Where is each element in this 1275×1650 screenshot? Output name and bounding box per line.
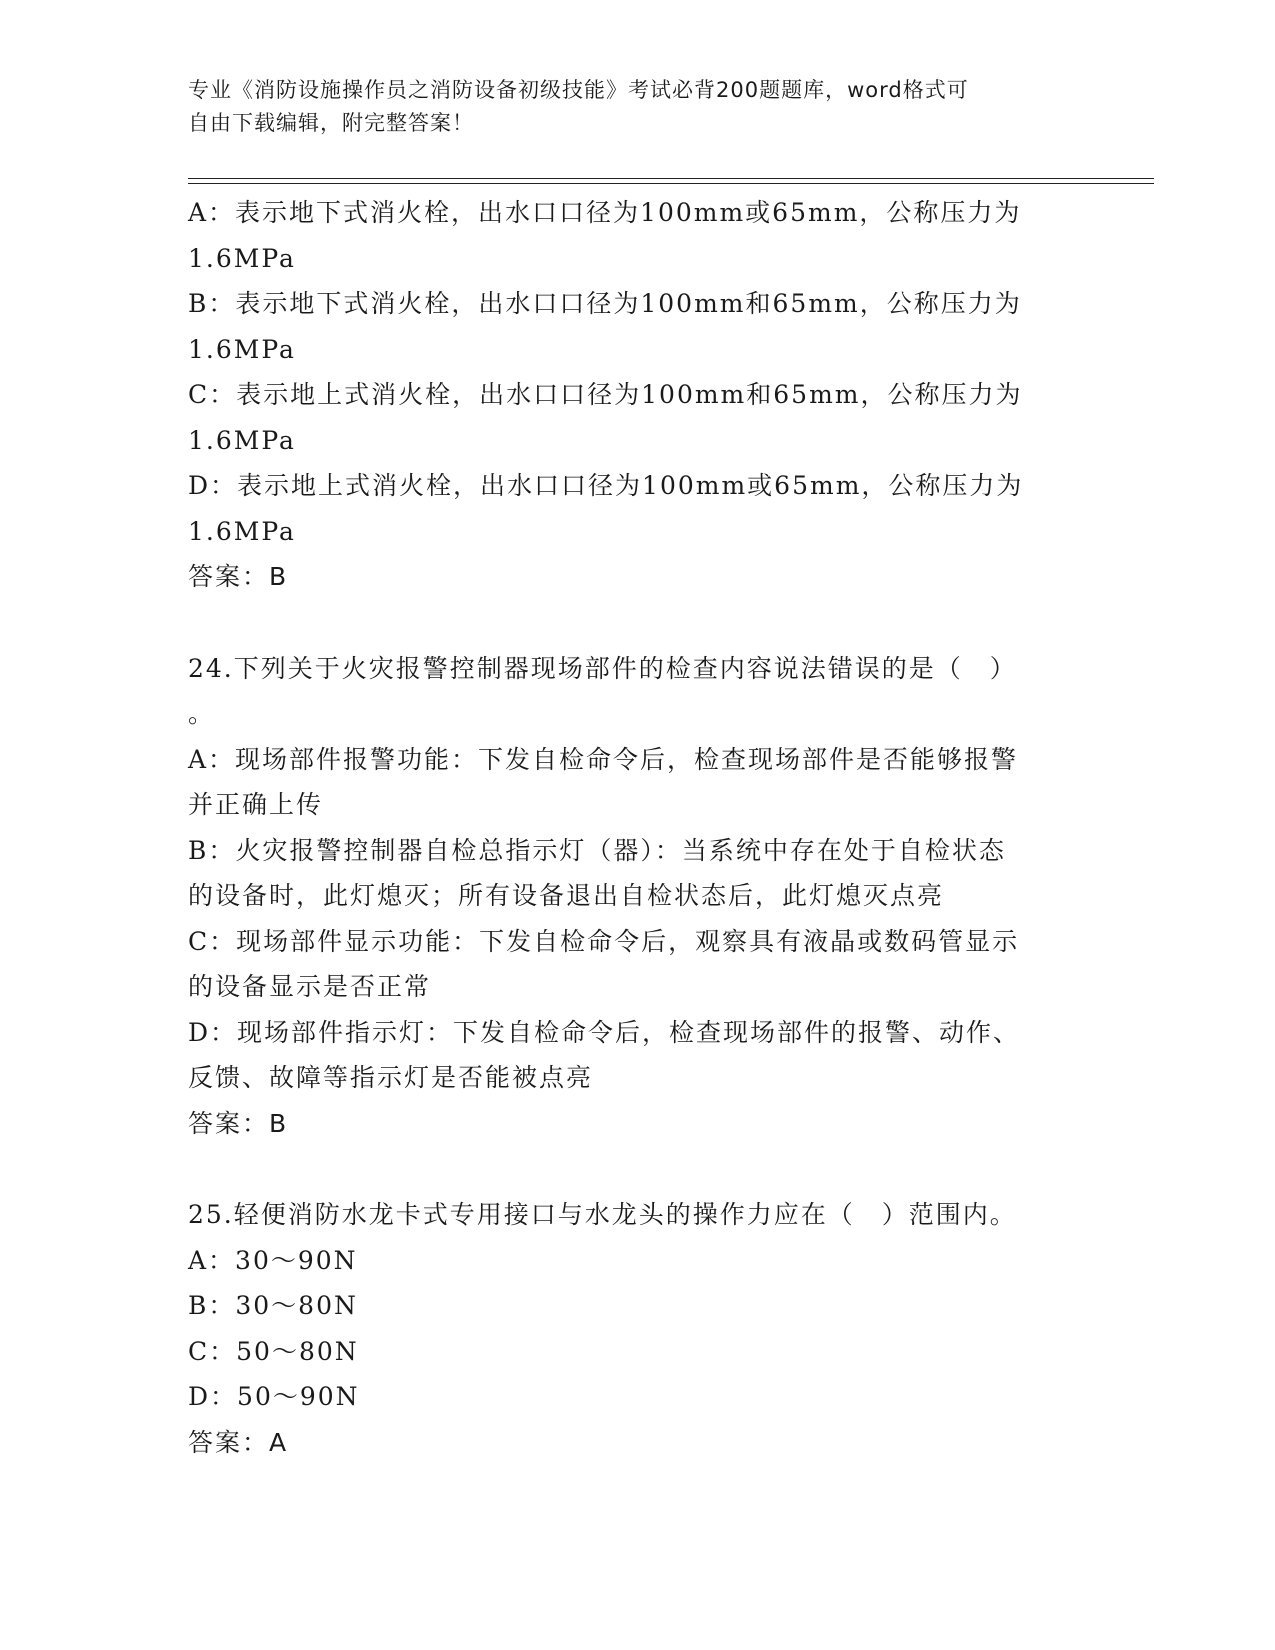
question-23 bbox=[188, 190, 1088, 600]
q25-option-d: D：50～90N bbox=[188, 1382, 360, 1411]
q24-stem: 24.下列关于火灾报警控制器现场部件的检查内容说法错误的是（ ） bbox=[188, 653, 1017, 683]
q23-answer: 答案：B bbox=[188, 562, 289, 591]
question-25 bbox=[188, 1192, 1088, 1465]
option-line: A：现场部件报警功能：下发自检命令后，检查现场部件是否能够报警 bbox=[188, 744, 1019, 774]
header-divider-bottom bbox=[188, 183, 1154, 184]
spacer bbox=[188, 1146, 1088, 1192]
q25-option-b: B：30～80N bbox=[188, 1291, 358, 1320]
option-line: 1.6MPa bbox=[188, 334, 296, 364]
document-body bbox=[188, 190, 1088, 1465]
option-line: 反馈、故障等指示灯是否能被点亮 bbox=[188, 1063, 594, 1092]
header-divider-top bbox=[188, 178, 1154, 179]
q25-option-a: A：30～90N bbox=[188, 1245, 358, 1275]
header-line-1: 专业《消防设施操作员之消防设备初级技能》考试必背200题题库，word格式可 bbox=[188, 78, 969, 102]
q24-option-c bbox=[188, 919, 1088, 1010]
option-line: B：火灾报警控制器自检总指示灯（器）：当系统中存在处于自检状态 bbox=[188, 835, 1006, 865]
option-line: 1.6MPa bbox=[188, 243, 296, 273]
q25-answer: 答案：A bbox=[188, 1427, 289, 1457]
q24-answer: 答案：B bbox=[188, 1108, 289, 1138]
option-line: A：表示地下式消火栓，出水口口径为100mm或65mm，公称压力为 bbox=[188, 198, 1022, 227]
q23-option-a bbox=[188, 190, 1088, 281]
q25-option-c: C：50～80N bbox=[188, 1336, 359, 1366]
q23-option-b bbox=[188, 281, 1088, 372]
spacer bbox=[188, 600, 1088, 646]
option-line: 并正确上传 bbox=[188, 790, 324, 819]
header-line-2: 自由下载编辑，附完整答案！ bbox=[188, 111, 474, 135]
q24-option-b bbox=[188, 828, 1088, 919]
q23-option-d bbox=[188, 463, 1088, 554]
option-line: C：现场部件显示功能：下发自检命令后，观察具有液晶或数码管显示 bbox=[188, 926, 1020, 956]
q24-option-a bbox=[188, 737, 1088, 828]
option-line: 1.6MPa bbox=[188, 516, 296, 546]
q25-stem: 25.轻便消防水龙卡式专用接口与水龙头的操作力应在（ ）范围内。 bbox=[188, 1200, 1017, 1229]
option-line: D：表示地上式消火栓，出水口口径为100mm或65mm，公称压力为 bbox=[188, 471, 1024, 500]
document-header bbox=[188, 74, 1088, 140]
option-line: C：表示地上式消火栓，出水口口径为100mm和65mm，公称压力为 bbox=[188, 380, 1023, 409]
q23-option-c bbox=[188, 372, 1088, 463]
q24-option-d bbox=[188, 1010, 1088, 1101]
option-line: B：表示地下式消火栓，出水口口径为100mm和65mm，公称压力为 bbox=[188, 289, 1022, 318]
question-24 bbox=[188, 646, 1088, 1147]
option-line: 的设备时，此灯熄灭；所有设备退出自检状态后，此灯熄灭点亮 bbox=[188, 881, 945, 910]
q24-stem-continuation: 。 bbox=[188, 699, 216, 728]
option-line: 1.6MPa bbox=[188, 425, 296, 455]
option-line: D：现场部件指示灯：下发自检命令后，检查现场部件的报警、动作、 bbox=[188, 1017, 1021, 1047]
option-line: 的设备显示是否正常 bbox=[188, 972, 432, 1001]
